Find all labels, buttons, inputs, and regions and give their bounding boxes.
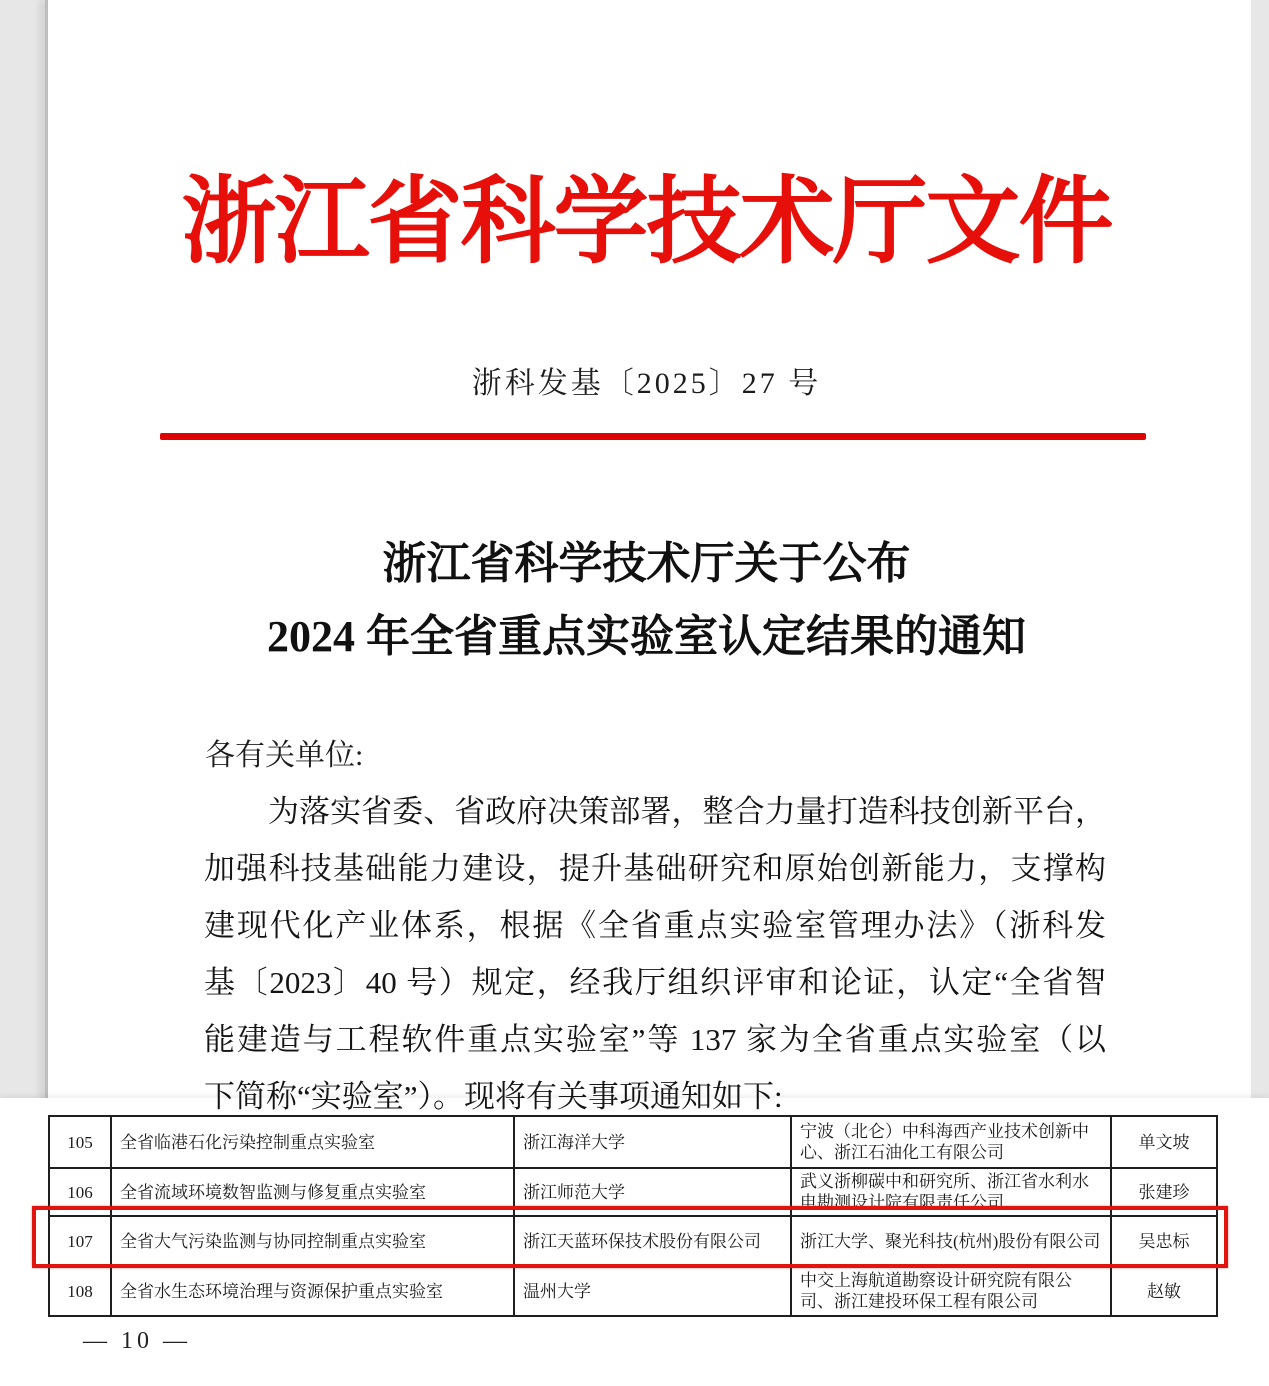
lab-name: 全省大气污染监测与协同控制重点实验室 [111, 1216, 514, 1266]
row-number: 105 [49, 1116, 111, 1168]
body-paragraph [204, 787, 1106, 1129]
row-number: 107 [49, 1216, 111, 1266]
host-institution: 浙江海洋大学 [514, 1116, 791, 1168]
notice-title-line2: 2024 年全省重点实验室认定结果的通知 [267, 612, 1026, 661]
lab-director: 单文坡 [1111, 1116, 1217, 1168]
body-line: 能建造与工程软件重点实验室”等 137 家为全省重点实验室（以 [204, 1022, 1106, 1057]
partner-institutions: 宁波（北仑）中科海西产业技术创新中心、浙江石油化工有限公司 [791, 1116, 1111, 1168]
partner-institutions: 浙江大学、聚光科技(杭州)股份有限公司 [791, 1216, 1111, 1266]
notice-title-line1: 浙江省科学技术厅关于公布 [382, 539, 911, 588]
lab-name: 全省流域环境数智监测与修复重点实验室 [111, 1168, 514, 1216]
lab-director: 张建珍 [1111, 1168, 1217, 1216]
body-line: 下简称“实验室”）。现将有关事项通知如下: [204, 1079, 783, 1114]
lab-name: 全省临港石化污染控制重点实验室 [111, 1116, 514, 1168]
host-institution: 浙江天蓝环保技术股份有限公司 [514, 1216, 791, 1266]
host-institution: 浙江师范大学 [514, 1168, 791, 1216]
partner-institutions: 武义浙柳碳中和研究所、浙江省水利水电勘测设计院有限责任公司 [791, 1168, 1111, 1216]
row-107-red-highlight-box [32, 1206, 1228, 1268]
table-row [49, 1116, 1217, 1168]
document-number: 浙科发基〔2025〕27 号 [471, 367, 822, 400]
page-number: — 10 — [83, 1328, 191, 1354]
letterhead-red-rule [160, 433, 1146, 440]
body-line: 基〔2023〕40 号）规定，经我厅组织评审和论证，认定“全省智 [204, 965, 1106, 1000]
partner-institutions: 中交上海航道勘察设计研究院有限公司、浙江建投环保工程有限公司 [791, 1266, 1111, 1316]
lab-director: 赵敏 [1111, 1266, 1217, 1316]
row-number: 108 [49, 1266, 111, 1316]
lab-director: 吴忠标 [1111, 1216, 1217, 1266]
host-institution: 温州大学 [514, 1266, 791, 1316]
body-line: 加强科技基础能力建设，提升基础研究和原始创新能力，支撑构 [204, 851, 1106, 886]
table-row [49, 1266, 1217, 1316]
salutation: 各有关单位: [205, 739, 364, 772]
body-line: 为落实省委、省政府决策部署，整合力量打造科技创新平台， [268, 794, 1106, 829]
document-letterhead-title: 浙江省科学技术厅文件 [181, 169, 1112, 275]
row-number: 106 [49, 1168, 111, 1216]
body-line: 建现代化产业体系，根据《全省重点实验室管理办法》（浙科发 [204, 908, 1106, 943]
lab-name: 全省水生态环境治理与资源保护重点实验室 [111, 1266, 514, 1316]
